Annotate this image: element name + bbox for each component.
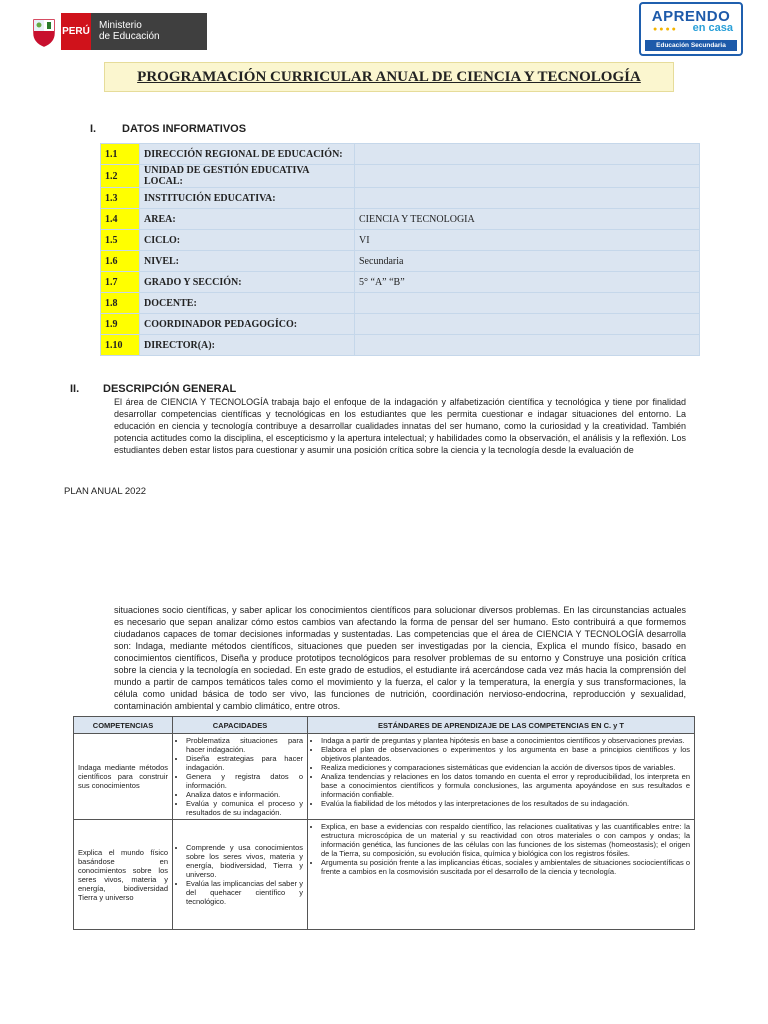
capacidades-item: • Evalúa las implicancias del saber y del quehacer científico y tecnológico.: [186, 879, 303, 906]
competencia-row: [74, 820, 695, 930]
datos-value: CIENCIA Y TECNOLOGIA: [355, 209, 700, 230]
datos-number: 1.2: [101, 165, 140, 188]
datos-row: [101, 188, 700, 209]
datos-row: [101, 293, 700, 314]
datos-label: AREA:: [140, 209, 355, 230]
aprendo-subtitle: en casa: [692, 22, 733, 34]
datos-informativos-table: [100, 143, 700, 356]
aprendo-level: Educación Secundaria: [645, 40, 737, 51]
capacidades-list: [177, 843, 303, 906]
capacidades-item: • Comprende y usa conocimientos sobre los seres vivos, materia y energía, biodiversidad, Tierra y universo.: [186, 843, 303, 879]
minedu-logo: [27, 13, 207, 50]
estandares-cell: [308, 820, 695, 930]
datos-row: [101, 314, 700, 335]
datos-number: 1.9: [101, 314, 140, 335]
datos-label: NIVEL:: [140, 251, 355, 272]
datos-row: [101, 165, 700, 188]
datos-number: 1.6: [101, 251, 140, 272]
header-capacidades: CAPACIDADES: [173, 717, 308, 734]
peru-label: PERÚ: [61, 13, 91, 50]
capacidades-item: • Evalúa y comunica el proceso y resultados de su indagación.: [186, 799, 303, 817]
datos-value: [355, 293, 700, 314]
datos-value: [355, 144, 700, 165]
datos-value: [355, 188, 700, 209]
datos-number: 1.7: [101, 272, 140, 293]
datos-number: 1.5: [101, 230, 140, 251]
datos-row: [101, 144, 700, 165]
estandares-item: • Argumenta su posición frente a las implicancias éticas, sociales y ambientales de situaciones sociocientíficas o frente a cambios en la cosmovisión suscitada por el desarrollo de la ciencia y tecnología.: [321, 858, 690, 876]
competencia-row: [74, 734, 695, 820]
datos-label: COORDINADOR PEDAGOGÍCO:: [140, 314, 355, 335]
aprendo-en-casa-logo: [639, 2, 743, 56]
datos-number: 1.10: [101, 335, 140, 356]
estandares-cell: [308, 734, 695, 820]
capacidades-cell: [173, 734, 308, 820]
capacidades-item: • Diseña estrategias para hacer indagación.: [186, 754, 303, 772]
datos-row: [101, 230, 700, 251]
datos-row: [101, 209, 700, 230]
datos-number: 1.1: [101, 144, 140, 165]
estandares-list: [312, 822, 690, 876]
datos-label: DOCENTE:: [140, 293, 355, 314]
datos-number: 1.3: [101, 188, 140, 209]
datos-number: 1.8: [101, 293, 140, 314]
estandares-item: • Explica, en base a evidencias con respaldo científico, las relaciones cualitativas y las cuantificables entre: la estructura microscópica de un material y su reactividad con otros materiales o con campos y ondas; la información genética, las funciones de las células con las funciones de los sistemas (homeostasis); el origen de la Tierra, su composición, su evolución física, química y biológica con los registros fósiles.: [321, 822, 690, 858]
ministry-line1: Ministerio: [99, 20, 142, 31]
capacidades-item: • Genera y registra datos o información.: [186, 772, 303, 790]
datos-label: CICLO:: [140, 230, 355, 251]
peru-crest-icon: [27, 13, 61, 50]
datos-value: 5° “A” “B”: [355, 272, 700, 293]
capacidades-cell: [173, 820, 308, 930]
section1-heading: DATOS INFORMATIVOS: [122, 123, 247, 135]
document-title: PROGRAMACIÓN CURRICULAR ANUAL DE CIENCIA Y TECNOLOGÍA: [104, 62, 674, 92]
competencia-cell: Indaga mediante métodos científicos para construir sus conocimientos: [74, 734, 173, 820]
ministry-line2: de Educación: [99, 31, 160, 42]
datos-label: UNIDAD DE GESTIÓN EDUCATIVA LOCAL:: [140, 165, 355, 188]
datos-label: DIRECTOR(A):: [140, 335, 355, 356]
datos-label: GRADO Y SECCIÓN:: [140, 272, 355, 293]
estandares-list: [312, 736, 690, 808]
aprendo-title: APRENDO: [651, 8, 731, 25]
estandares-item: • Evalúa la fiabilidad de los métodos y las interpretaciones de los resultados de su indagación.: [321, 799, 690, 808]
datos-value: VI: [355, 230, 700, 251]
datos-row: [101, 251, 700, 272]
capacidades-item: • Problematiza situaciones para hacer indagación.: [186, 736, 303, 754]
datos-label: INSTITUCIÓN EDUCATIVA:: [140, 188, 355, 209]
ministry-label: [91, 13, 207, 50]
dots-icon: ●●●●: [653, 26, 678, 33]
competencia-cell: Explica el mundo físico basándose en conocimientos sobre los seres vivos, materia y energía, biodiversidad Tierra y universo: [74, 820, 173, 930]
section2-heading: DESCRIPCIÓN GENERAL: [103, 383, 237, 395]
plan-anual-label: PLAN ANUAL 2022: [64, 486, 147, 497]
capacidades-item: • Analiza datos e información.: [186, 790, 303, 799]
header-estandares: ESTÁNDARES DE APRENDIZAJE DE LAS COMPETENCIAS EN C. y T: [308, 717, 695, 734]
section2-number: II.: [70, 383, 80, 395]
estandares-item: • Analiza tendencias y relaciones en los datos tomando en cuenta el error y reproducibilidad, los interpreta en base a conocimientos científicos y formula conclusiones, las argumenta apoyándose en sus resultados e información confiable.: [321, 772, 690, 799]
header-competencias: COMPETENCIAS: [74, 717, 173, 734]
datos-value: [355, 314, 700, 335]
datos-row: [101, 335, 700, 356]
datos-row: [101, 272, 700, 293]
estandares-item: • Elabora el plan de observaciones o experimentos y los argumenta en base a principios científicos y los objetivos planteados.: [321, 745, 690, 763]
description-paragraph-1: El área de CIENCIA Y TECNOLOGÍA trabaja bajo el enfoque de la indagación y alfabetización científica y tecnológica y tiene por finalidad desarrollar competencias científicas y tecnológicas en los estudiantes que les permita cuestionar e indagar situaciones del entorno. La educación en ciencia y tecnología contribuye a desarrollar cualidades innatas del ser humano, como la curiosidad y la creatividad. También potencia actitudes como la disciplina, el escepticismo y la apertura intelectual; y habilidades como la observación, el análisis y la reflexión. Los estudiantes deben estar listos para cuestionar y asumir una posición crítica sobre la ciencia y la tecnología desde la evaluación de: [114, 397, 686, 455]
datos-number: 1.4: [101, 209, 140, 230]
datos-value: Secundaria: [355, 251, 700, 272]
datos-label: DIRECCIÓN REGIONAL DE EDUCACIÓN:: [140, 144, 355, 165]
description-paragraph-2: situaciones socio científicas, y saber aplicar los conocimientos científicos para solucionar diversos problemas. En las circunstancias actuales es necesario que sepan analizar cómo estos cambios van afectando la forma de pensar del ser humano. Esto contribuirá a que formemos ciudadanos capaces de tomar decisiones informadas y sustentadas. Las competencias que el área de CIENCIA Y TECNOLOGÍA desarrolla son: Indaga, mediante métodos científicos, situaciones que pueden ser investigadas por la ciencia, Explica el mundo físico, basado en conocimientos científicos, Diseña y produce prototipos tecnológicos para resolver problemas de su entorno y Construye una posición crítica sobre la ciencia y la tecnología en sociedad. En este grado de estudios, el estudiante irá acercándose cada vez más hacia la comprensión del mundo a partir de campos temáticos tales como el movimiento y la fuerza, el calor y la temperatura, la energía y sus transformaciones, la célula como unidad básica de todo ser vivo, las funciones de nutrición, coordinación nervioso-endocrina, reproducción y sexualidad, contaminación ambiental y cambio climático, entre otros.: [114, 605, 686, 711]
estandares-item: • Realiza mediciones y comparaciones sistemáticas que evidencian la acción de diversos tipos de variables.: [321, 763, 690, 772]
datos-value: [355, 165, 700, 188]
capacidades-list: [177, 736, 303, 817]
competencias-table: [73, 716, 695, 930]
section1-number: I.: [90, 123, 97, 135]
estandares-item: • Indaga a partir de preguntas y plantea hipótesis en base a conocimientos científicos y observaciones previas.: [321, 736, 690, 745]
datos-value: [355, 335, 700, 356]
